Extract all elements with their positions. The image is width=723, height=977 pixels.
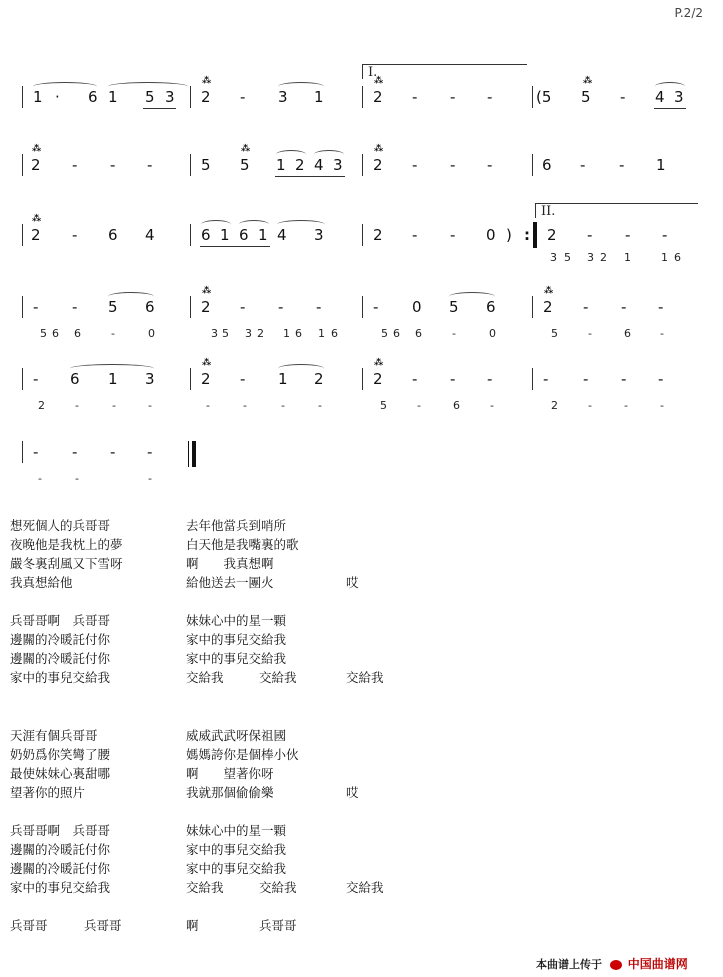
rest-dash: - [72, 226, 78, 244]
barline [22, 86, 23, 108]
lyric-line: 媽媽誇你是個棒小伙 [186, 747, 299, 762]
barline [532, 296, 533, 318]
accomp-note: 1 [318, 327, 325, 340]
rest-dash: - [110, 156, 116, 174]
lyric-line: 最使妹妹心裏甜哪 [10, 766, 111, 781]
accomp-note: 6 [674, 251, 681, 264]
rest-dash: - [450, 156, 456, 174]
barline [532, 154, 533, 176]
note: 4 [145, 226, 155, 244]
note: 5 [201, 156, 211, 174]
rest-dash: - [110, 443, 116, 461]
rest-dash: - [583, 370, 589, 388]
underline [654, 108, 686, 109]
accomp-note: 6 [331, 327, 338, 340]
rest: 0 [412, 298, 422, 316]
barline [190, 154, 191, 176]
lyric-line: 妹妹心中的星一顆 [186, 613, 287, 628]
note: (5 [536, 88, 552, 106]
volta-first-label: I. [368, 65, 378, 80]
accomp-dash: - [417, 399, 421, 412]
rest-dash: - [619, 156, 625, 174]
accomp-note: 3 [550, 251, 557, 264]
ornament-mark: ⁂ [374, 358, 384, 368]
rest-dash: - [487, 370, 493, 388]
rest-dash: - [450, 226, 456, 244]
accomp-dash: - [111, 327, 115, 340]
note: 1 [276, 156, 286, 174]
footer-credit [536, 955, 688, 972]
accomp-note: 2 [551, 399, 558, 412]
accomp-note: 6 [74, 327, 81, 340]
accomp-note: 5 [380, 399, 387, 412]
lyric-line: 交給我 [186, 880, 224, 895]
final-barline-thin [188, 441, 189, 467]
accomp-note: 5 [40, 327, 47, 340]
footer-prefix: 本曲谱上传于 [536, 958, 602, 971]
note: 1 [108, 88, 118, 106]
accomp-dash: - [660, 399, 664, 412]
accomp-note: 5 [381, 327, 388, 340]
rest-dash: - [33, 298, 39, 316]
accomp-note: 5 [222, 327, 229, 340]
note: 3 [333, 156, 343, 174]
rest-dash: - [147, 443, 153, 461]
accomp-dash: - [148, 399, 152, 412]
note: 5 [449, 298, 459, 316]
lyric-line: 奶奶爲你笑彎了腰 [10, 747, 111, 762]
lyric-line: 交給我 [346, 670, 384, 685]
accomp-rest: 0 [148, 327, 155, 340]
note: 2 [295, 156, 305, 174]
accomp-note: 2 [600, 251, 607, 264]
underline [200, 246, 270, 247]
note: 3 [278, 88, 288, 106]
note: 1 [258, 226, 268, 244]
note: 5 [108, 298, 118, 316]
note: 4 [314, 156, 324, 174]
accomp-dash: - [243, 399, 247, 412]
lyric-line: 邊關的冷暖託付你 [10, 632, 111, 647]
accomp-note: 1 [624, 251, 631, 264]
rest-dash: - [621, 298, 627, 316]
barline [22, 441, 23, 463]
ornament-mark: ⁂ [202, 358, 212, 368]
note: 5 [240, 156, 250, 174]
footer-brand[interactable]: 中国曲谱网 [627, 957, 688, 971]
lyric-line: 我就那個偷偷樂 [186, 785, 274, 800]
barline [362, 296, 363, 318]
lyric-line: 啊 望著你呀 [186, 766, 274, 781]
rest: 0 [486, 226, 496, 244]
rest-dash: - [658, 370, 664, 388]
page-number: P.2/2 [674, 6, 703, 20]
rest-dash: - [412, 226, 418, 244]
barline [362, 154, 363, 176]
lyric-line: 邊關的冷暖託付你 [10, 842, 111, 857]
note: 1 [314, 88, 324, 106]
note: 6 [239, 226, 249, 244]
note: 6 [486, 298, 496, 316]
accomp-dash: - [318, 399, 322, 412]
barline [362, 368, 363, 390]
note: 1 [220, 226, 230, 244]
rest-dash: - [412, 88, 418, 106]
accomp-dash: - [588, 399, 592, 412]
rest-dash: - [658, 298, 664, 316]
accomp-dash: - [206, 399, 210, 412]
accomp-note: 6 [453, 399, 460, 412]
note: 2 [31, 226, 41, 244]
rest-dash: - [147, 156, 153, 174]
accomp-dash: - [490, 399, 494, 412]
lyric-line: 哎 [346, 785, 359, 800]
lyric-line: 威威武武呀保祖國 [186, 728, 287, 743]
lyric-line: 家中的事兒交給我 [186, 632, 287, 647]
lyric-line: 交給我 [346, 880, 384, 895]
accomp-note: 6 [52, 327, 59, 340]
accomp-dash: - [148, 472, 152, 485]
note: 5 [581, 88, 591, 106]
rest-dash: - [373, 298, 379, 316]
lyric-line: 家中的事兒交給我 [10, 880, 111, 895]
ornament-mark: ⁂ [32, 214, 42, 224]
lyric-line: 邊關的冷暖託付你 [10, 651, 111, 666]
rest-dash: - [621, 370, 627, 388]
score-system-3 [0, 214, 723, 288]
note: 6 [70, 370, 80, 388]
lyric-line: 家中的事兒交給我 [10, 670, 111, 685]
barline [190, 368, 191, 390]
note: 2 [314, 370, 324, 388]
barline [362, 224, 363, 246]
repeat-sign: : [524, 226, 530, 244]
lyric-line: 去年他當兵到哨所 [186, 518, 287, 533]
dot: · [55, 88, 60, 106]
note: 3 [165, 88, 175, 106]
accomp-note: 5 [564, 251, 571, 264]
rest-dash: - [620, 88, 626, 106]
barline [532, 86, 533, 108]
lyric-line: 啊 [186, 918, 199, 933]
note: 3 [314, 226, 324, 244]
rest-dash: - [33, 443, 39, 461]
note: 1 [108, 370, 118, 388]
lyric-line: 天涯有個兵哥哥 [10, 728, 98, 743]
barline [190, 224, 191, 246]
barline [22, 224, 23, 246]
accomp-note: 5 [551, 327, 558, 340]
accomp-dash: - [112, 399, 116, 412]
ornament-mark: ⁂ [374, 144, 384, 154]
accomp-note: 6 [295, 327, 302, 340]
barline [22, 154, 23, 176]
note: 6 [542, 156, 552, 174]
note: 1 [656, 156, 666, 174]
note: 2 [201, 370, 211, 388]
rest-dash: - [240, 88, 246, 106]
accomp-rest: 0 [489, 327, 496, 340]
repeat-barline [533, 222, 537, 248]
final-barline-thick [192, 441, 196, 467]
note: 2 [543, 298, 553, 316]
lyric-line: 兵哥哥啊 兵哥哥 [10, 823, 111, 838]
ornament-mark: ⁂ [544, 286, 554, 296]
lyric-line: 望著你的照片 [10, 785, 86, 800]
note: 6 [88, 88, 98, 106]
barline [190, 296, 191, 318]
score-system-5 [0, 358, 723, 432]
barline [532, 368, 533, 390]
note: 6 [145, 298, 155, 316]
paren-close: ) [506, 226, 512, 244]
lyric-line: 白天他是我嘴裏的歌 [186, 537, 299, 552]
accomp-note: 3 [211, 327, 218, 340]
accomp-note: 6 [624, 327, 631, 340]
rest-dash: - [662, 226, 668, 244]
accomp-note: 1 [661, 251, 668, 264]
rest-dash: - [240, 370, 246, 388]
rest-dash: - [278, 298, 284, 316]
lyric-line: 交給我 [259, 880, 297, 895]
lyric-line: 給他送去一團火 [186, 575, 274, 590]
lyric-line: 兵哥哥啊 兵哥哥 [10, 613, 111, 628]
rest-dash: - [450, 370, 456, 388]
accomp-dash: - [660, 327, 664, 340]
ornament-mark: ⁂ [202, 286, 212, 296]
ornament-mark: ⁂ [32, 144, 42, 154]
lyric-line: 啊 我真想啊 [186, 556, 274, 571]
accomp-note: 3 [245, 327, 252, 340]
site-logo-icon [610, 960, 622, 970]
barline [362, 86, 363, 108]
rest-dash: - [240, 298, 246, 316]
accomp-note: 2 [257, 327, 264, 340]
lyric-line: 我真想給他 [10, 575, 73, 590]
underline [275, 176, 345, 177]
accomp-note: 6 [393, 327, 400, 340]
barline [190, 86, 191, 108]
accomp-note: 2 [38, 399, 45, 412]
ornament-mark: ⁂ [241, 144, 251, 154]
lyric-line: 兵哥哥 [259, 918, 297, 933]
accomp-dash: - [452, 327, 456, 340]
lyric-line: 想死個人的兵哥哥 [10, 518, 111, 533]
barline [22, 368, 23, 390]
lyric-line: 兵哥哥 [10, 918, 48, 933]
accomp-dash: - [75, 472, 79, 485]
ornament-mark: ⁂ [374, 76, 384, 86]
score-system-4 [0, 286, 723, 360]
rest-dash: - [580, 156, 586, 174]
note: 4 [277, 226, 287, 244]
rest-dash: - [412, 156, 418, 174]
ornament-mark: ⁂ [202, 76, 212, 86]
lyric-line: 家中的事兒交給我 [186, 651, 287, 666]
note: 3 [145, 370, 155, 388]
rest-dash: - [72, 298, 78, 316]
underline [143, 108, 176, 109]
rest-dash: - [450, 88, 456, 106]
accomp-note: 1 [283, 327, 290, 340]
accomp-dash: - [281, 399, 285, 412]
lyric-line: 哎 [346, 575, 359, 590]
rest-dash: - [625, 226, 631, 244]
accomp-dash: - [624, 399, 628, 412]
note: 1 [33, 88, 43, 106]
rest-dash: - [72, 156, 78, 174]
rest-dash: - [543, 370, 549, 388]
note: 2 [201, 88, 211, 106]
note: 4 [655, 88, 665, 106]
lyric-line: 邊關的冷暖託付你 [10, 861, 111, 876]
note: 6 [201, 226, 211, 244]
note: 1 [278, 370, 288, 388]
note: 2 [201, 298, 211, 316]
volta-second-label: II. [541, 204, 556, 219]
volta-first [362, 64, 527, 79]
note: 2 [547, 226, 557, 244]
lyric-line: 家中的事兒交給我 [186, 842, 287, 857]
note: 2 [373, 156, 383, 174]
note: 2 [31, 156, 41, 174]
lyric-line: 交給我 [186, 670, 224, 685]
rest-dash: - [487, 156, 493, 174]
accomp-dash: - [75, 399, 79, 412]
note: 2 [373, 226, 383, 244]
rest-dash: - [583, 298, 589, 316]
accomp-note: 6 [415, 327, 422, 340]
note: 3 [674, 88, 684, 106]
lyric-line: 兵哥哥 [84, 918, 122, 933]
rest-dash: - [72, 443, 78, 461]
ornament-mark: ⁂ [583, 76, 593, 86]
note: 5 [145, 88, 155, 106]
lyric-line: 夜晚他是我枕上的夢 [10, 537, 123, 552]
rest-dash: - [316, 298, 322, 316]
lyric-line: 交給我 [259, 670, 297, 685]
note: 6 [108, 226, 118, 244]
rest-dash: - [33, 370, 39, 388]
score-system-2 [0, 144, 723, 218]
rest-dash: - [587, 226, 593, 244]
accomp-dash: - [588, 327, 592, 340]
rest-dash: - [487, 88, 493, 106]
note: 2 [373, 370, 383, 388]
accomp-dash: - [38, 472, 42, 485]
lyric-line: 家中的事兒交給我 [186, 861, 287, 876]
score-system-6 [0, 435, 723, 505]
lyric-line: 妹妹心中的星一顆 [186, 823, 287, 838]
lyric-line: 嚴冬裏刮風又下雪呀 [10, 556, 123, 571]
score-system-1 [0, 76, 723, 150]
barline [22, 296, 23, 318]
accomp-note: 3 [587, 251, 594, 264]
rest-dash: - [412, 370, 418, 388]
note: 2 [373, 88, 383, 106]
